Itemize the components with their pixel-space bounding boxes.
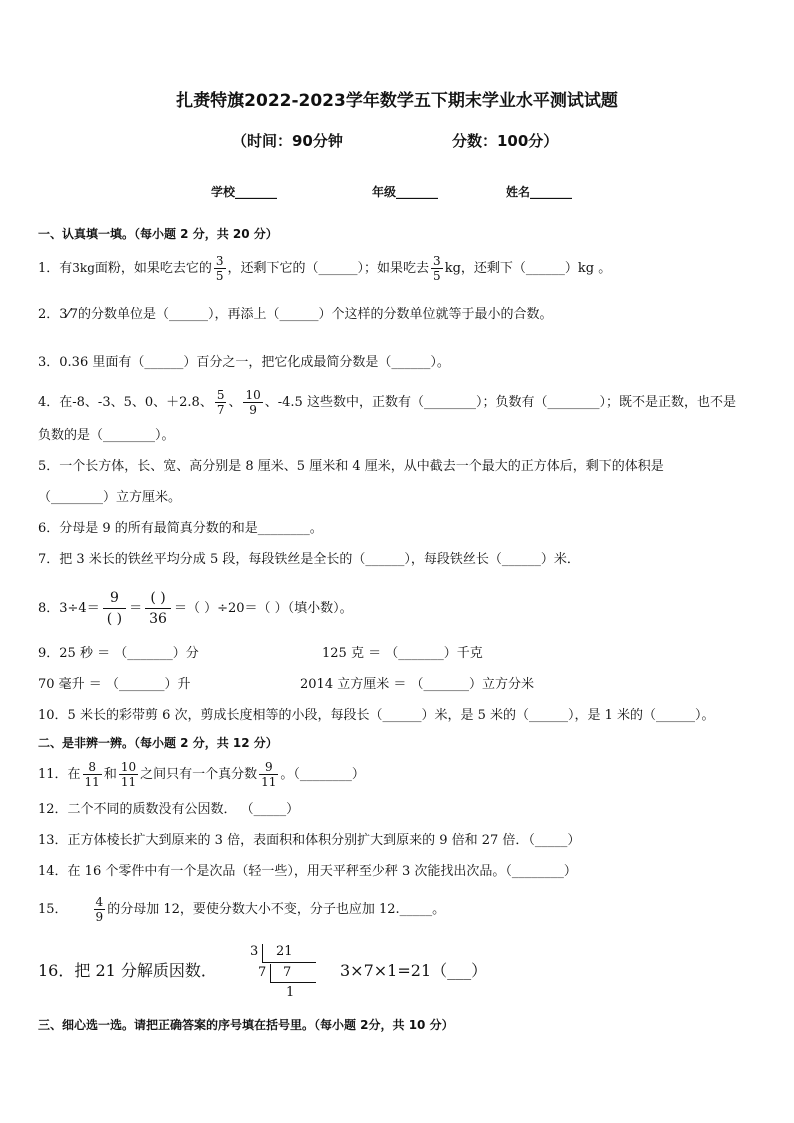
question-4-cont: 负数的是（________）。: [38, 428, 175, 443]
question-1: 1．有3kg面粉，如果吃去它的 $\frac{3}{5}$ ，还剩下它的（______）；如果吃去 $\frac{3}{5}$ kg，还剩下（______）kg 。: [38, 254, 612, 283]
fraction: 9 ( ): [103, 588, 126, 629]
exam-time: （时间：90分钟: [232, 132, 343, 150]
fraction: $\frac{3}{5}$: [215, 254, 224, 283]
question-11: 11．在 $\frac{8}{11}$ 和 $\frac{10}{11}$ 之间只有一个真分数 $\frac{9}{11}$ 。（________）: [38, 760, 365, 789]
question-9-c: 70 毫升 ＝ （_______）升: [38, 677, 191, 692]
question-5: 5．一个长方体，长、宽、高分别是 8 厘米、5 厘米和 4 厘米，从中截去一个最大的正方体后，剩下的体积是: [38, 459, 664, 474]
exam-score: 分数：100分）: [452, 132, 559, 150]
grade-field: 年级_______: [372, 185, 439, 199]
page-title: 扎赉特旗2022-2023学年数学五下期末学业水平测试试题: [176, 91, 618, 111]
school-field: 学校_______: [211, 185, 278, 199]
fraction: ( ) 36: [145, 588, 171, 629]
question-8: 8．3÷4＝ 9 ( ) ＝ ( ) 36 ＝（ ）÷20＝（ ）（填小数）。: [38, 590, 353, 627]
question-9-d: 2014 立方厘米 ＝ （_______）立方分米: [300, 677, 534, 692]
question-13: 13．正方体棱长扩大到原来的 3 倍，表面积和体积分别扩大到原来的 9 倍和 27 倍．（_____）: [38, 833, 581, 848]
fraction: $\frac{10}{11}$: [120, 760, 137, 789]
question-9-b: 125 克 ＝ （_______）千克: [322, 646, 483, 661]
question-4: 4．在-8、-3、5、0、＋2.8、 $\frac{5}{7}$ 、 $\frac{10}{9}$ 、-4.5 这些数中，正数有（________）；负数有（________）；既不是正数，也不是: [38, 388, 736, 417]
question-12: 12．二个不同的质数没有公因数． （_____）: [38, 802, 300, 817]
question-16: 16．把 21 分解质因数． 3×7×1=21（___）: [38, 961, 488, 980]
name-field: 姓名_______: [506, 185, 573, 199]
question-6: 6．分母是 9 的所有最简真分数的和是________。: [38, 521, 323, 536]
question-7: 7．把 3 米长的铁丝平均分成 5 段，每段铁丝是全长的（______），每段铁丝长（______）米．: [38, 552, 580, 567]
question-14: 14．在 16 个零件中有一个是次品（轻一些），用天平秤至少秤 3 次能找出次品。（________）: [38, 864, 577, 879]
question-2: 2．3⁄7的分数单位是（______），再添上（______）个这样的分数单位就等于最小的合数。: [38, 307, 553, 322]
short-division-diagram: 3 21 7 7 1: [248, 944, 338, 1004]
question-15: 15． $\frac{4}{9}$ 的分母加 12，要使分数大小不变，分子也应加 12._____。: [38, 895, 446, 924]
question-5-cont: （________）立方厘米。: [38, 490, 182, 505]
section-3-heading: 三、细心选一选。请把正确答案的序号填在括号里。（每小题 2分，共 10 分）: [38, 1018, 454, 1032]
fraction: $\frac{8}{11}$: [84, 760, 100, 789]
question-9-a: 9．25 秒 ＝ （_______）分: [38, 646, 199, 661]
question-10: 10．5 米长的彩带剪 6 次，剪成长度相等的小段，每段长（______）米，是 5 米的（______），是 1 米的（______）。: [38, 708, 715, 723]
section-2-heading: 二、是非辨一辨。（每小题 2 分，共 12 分）: [38, 736, 278, 750]
fraction: $\frac{4}{9}$: [95, 895, 104, 924]
fraction: $\frac{5}{7}$: [216, 388, 225, 417]
fraction: $\frac{3}{5}$: [433, 254, 441, 283]
question-3: 3．0.36 里面有（______）百分之一，把它化成最简分数是（______）。: [38, 355, 450, 370]
fraction: $\frac{10}{9}$: [245, 388, 261, 417]
section-1-heading: 一、认真填一填。（每小题 2 分，共 20 分）: [38, 227, 278, 241]
fraction: $\frac{9}{11}$: [261, 760, 277, 789]
